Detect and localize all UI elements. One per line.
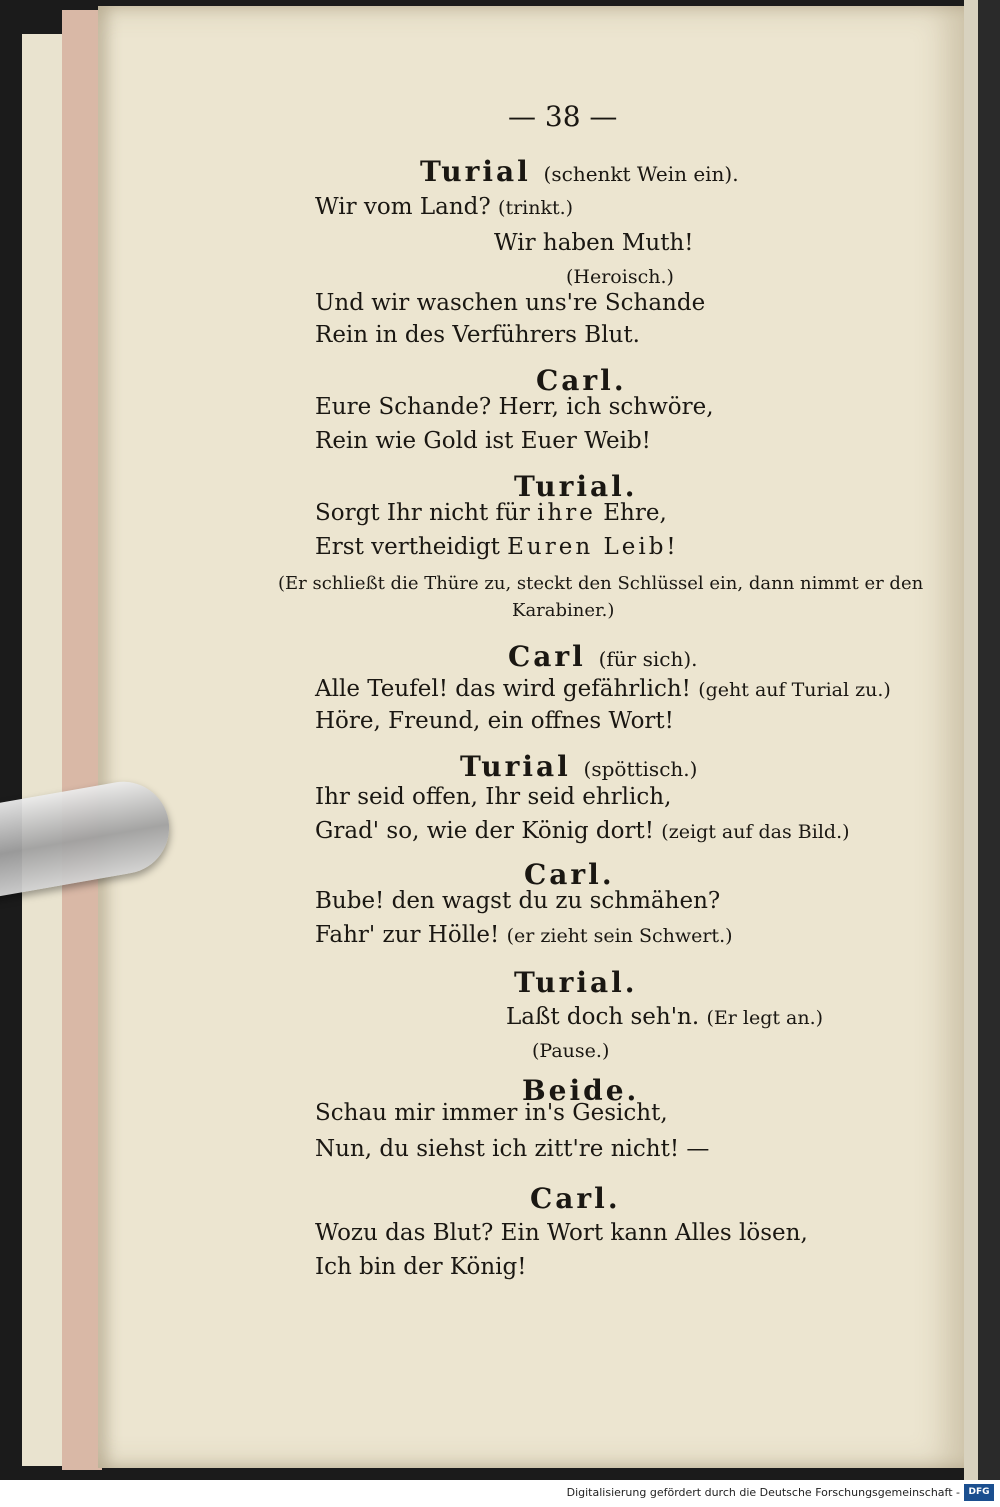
verse-line: Ihr seid offen, Ihr seid ehrlich, [315, 784, 672, 810]
verse-line: Eure Schande? Herr, ich schwöre, [315, 394, 714, 420]
footer [0, 1480, 1000, 1507]
dfg-logo: DFG [964, 1484, 994, 1501]
next-page-lip [964, 0, 978, 1480]
speaker-carl: Carl (für sich). [508, 640, 698, 673]
verse-line: Rein wie Gold ist Euer Weib! [315, 428, 651, 454]
speaker-beide: Beide. [522, 1074, 640, 1107]
funding-credit: Digitalisierung gefördert durch die Deutsche Forschungsgemeinschaft - [566, 1486, 960, 1499]
verse-line: Nun, du siehst ich zitt're nicht! — [315, 1136, 710, 1162]
speaker-carl: Carl. [530, 1182, 621, 1215]
speaker-turial: Turial (spöttisch.) [460, 750, 698, 783]
verse-line: Wir haben Muth! [494, 230, 694, 256]
verse-line: Ich bin der König! [315, 1254, 527, 1280]
speaker-turial: Turial. [514, 470, 638, 503]
page-edge [62, 10, 102, 1470]
verse-line: Alle Teufel! das wird gefährlich! (geht auf Turial zu.) [315, 676, 891, 702]
verse-line: Schau mir immer in's Gesicht, [315, 1100, 668, 1126]
speaker-carl: Carl. [524, 858, 615, 891]
speaker-carl: Carl. [536, 364, 627, 397]
book-page [98, 6, 964, 1468]
verse-line: Fahr' zur Hölle! (er zieht sein Schwert.) [315, 922, 733, 948]
verse-line: Sorgt Ihr nicht für ihre Ehre, [315, 500, 667, 526]
speaker-turial: Turial (schenkt Wein ein). [420, 155, 739, 188]
verse-line: Laßt doch seh'n. (Er legt an.) [506, 1004, 824, 1030]
page-number: — 38 — [508, 100, 618, 133]
verse-line: Wozu das Blut? Ein Wort kann Alles lösen, [315, 1220, 808, 1246]
stage-direction: Karabiner.) [512, 600, 615, 621]
verse-line: Grad' so, wie der König dort! (zeigt auf das Bild.) [315, 818, 850, 844]
stage-direction: (Heroisch.) [566, 266, 674, 288]
verse-line: Rein in des Verführers Blut. [315, 322, 640, 348]
verse-line: Erst vertheidigt Euren Leib! [315, 534, 676, 560]
stage-direction: (Pause.) [532, 1040, 610, 1062]
right-margin [964, 0, 1000, 1480]
verse-line: Bube! den wagst du zu schmähen? [315, 888, 721, 914]
verse-line: Wir vom Land? (trinkt.) [315, 194, 574, 220]
speaker-turial: Turial. [514, 966, 638, 999]
verse-line: Höre, Freund, ein offnes Wort! [315, 708, 674, 734]
verse-line: Und wir waschen uns're Schande [315, 290, 706, 316]
stage-direction: (Er schließt die Thüre zu, steckt den Schlüssel ein, dann nimmt er den [278, 573, 924, 594]
